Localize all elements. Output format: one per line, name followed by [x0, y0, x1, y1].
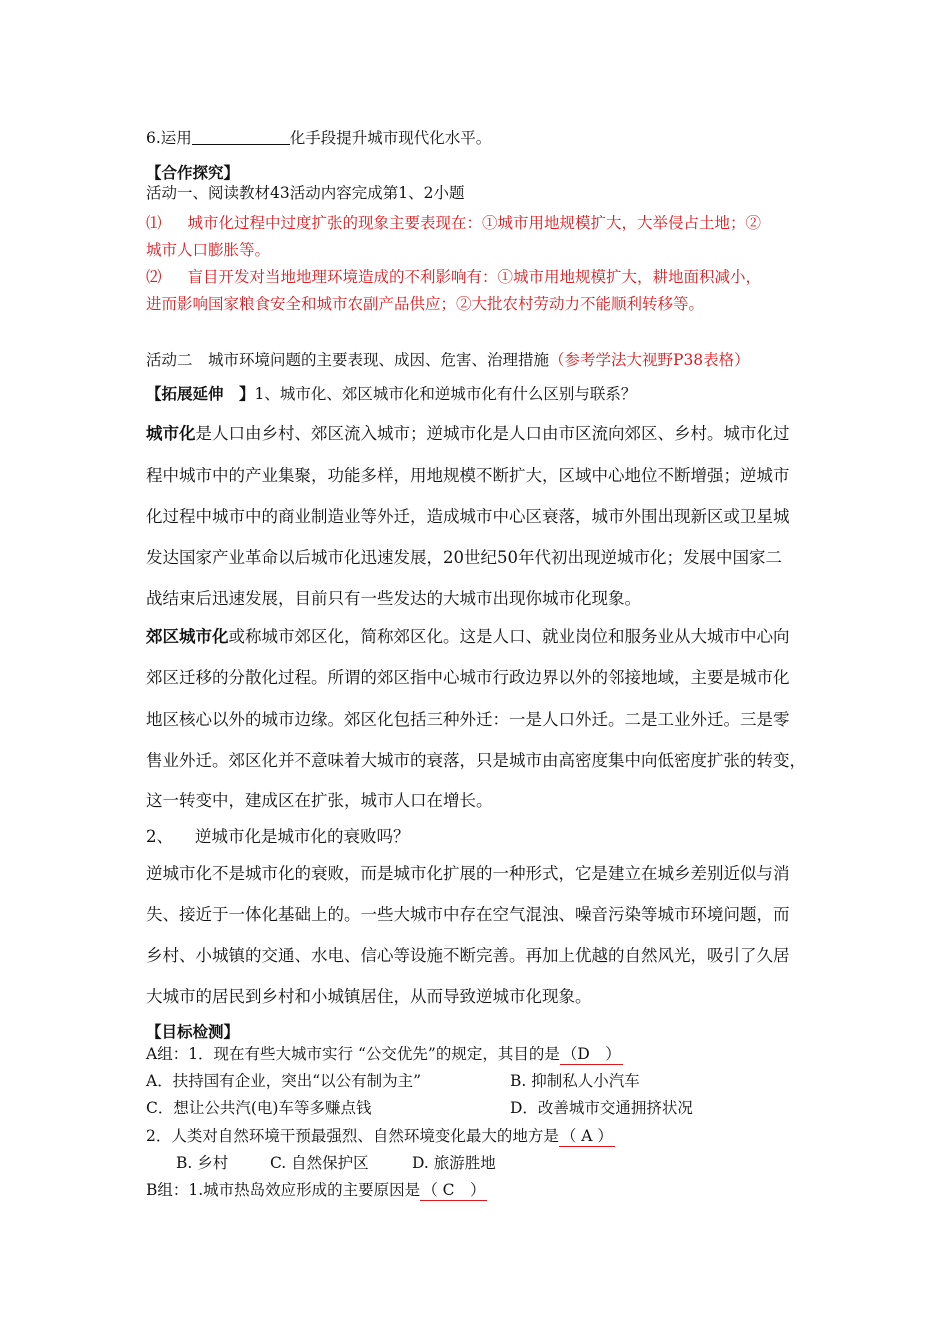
question-a1-option-b: B. 抑制私人小汽车 — [510, 1072, 640, 1090]
red-item-2-line2: 进而影响国家粮食安全和城市农副产品供应；②大批农村劳动力不能顺利转移等。 — [146, 295, 705, 313]
counter-urbanization-line1: 逆城市化不是城市化的衰败，而是城市化扩展的一种形式，它是建立在城乡差别近似与消 — [146, 864, 790, 883]
counter-urbanization-line2: 失、接近于一体化基础上的。一些大城市中存在空气混浊、噪音污染等城市环境问题，而 — [146, 905, 790, 924]
counter-urbanization-line3: 乡村、小城镇的交通、水电、信心等设施不断完善。再加上优越的自然风光，吸引了久居 — [146, 946, 790, 965]
red-item-1-line2: 城市人口膨胀等。 — [146, 241, 271, 259]
extension-question-1: 【拓展延伸 】1、城市化、郊区城市化和逆城市化有什么区别与联系？ — [146, 384, 637, 403]
red-item-1-line1: ⑴ 城市化过程中过度扩张的现象主要表现在：①城市用地规模扩大，大举侵占土地；② — [146, 214, 762, 232]
answer-a1: （D ） — [561, 1045, 621, 1063]
question-a2-option-d: D. 旅游胜地 — [412, 1154, 496, 1172]
question-a1-option-d: D．改善城市交通拥挤状况 — [510, 1099, 693, 1117]
question-a2-option-b: B. 乡村 — [176, 1154, 229, 1172]
question-b1: B组：1.城市热岛效应形成的主要原因是 （ C ） — [146, 1181, 486, 1199]
answer-b1: （ C ） — [422, 1181, 486, 1199]
urbanization-line3: 化过程中城市中的商业制造业等外迁，造成城市中心区衰落，城市外围出现新区或卫星城 — [146, 507, 790, 526]
red-item-2-line1: ⑵ 盲目开发对当地地理环境造成的不利影响有：①城市用地规模扩大，耕地面积减小， — [146, 268, 762, 286]
suburbanization-line2: 郊区迁移的分散化过程。所谓的郊区指中心城市行政边界以外的邻接地域，主要是城市化 — [146, 668, 790, 687]
urbanization-line1: 城市化是人口由乡村、郊区流入城市；逆城市化是人口由市区流向郊区、乡村。城市化过 — [146, 424, 790, 443]
suburbanization-line3: 地区核心以外的城市边缘。郊区化包括三种外迁：一是人口外迁。二是工业外迁。三是零 — [146, 710, 790, 729]
suburbanization-line4: 售业外迁。郊区化并不意味着大城市的衰落，只是城市由高密度集中向低密度扩张的转变， — [146, 751, 806, 770]
suburbanization-line5: 这一转变中，建成区在扩张，城市人口在增长。 — [146, 791, 493, 810]
answer-a2: （ A ） — [560, 1127, 613, 1145]
section-target-test: 【目标检测】 — [146, 1022, 240, 1041]
counter-urbanization-line4: 大城市的居民到乡村和小城镇居住，从而导致逆城市化现象。 — [146, 987, 592, 1006]
question-6: 6.运用 化手段提升城市现代化水平。 — [146, 129, 492, 147]
question-a1-option-a: A．扶持国有企业，突出“以公有制为主” — [146, 1072, 422, 1090]
section-cooperative-inquiry: 【合作探究】 — [146, 163, 240, 182]
suburbanization-line1: 郊区城市化或称城市郊区化，简称郊区化。这是人口、就业岗位和服务业从大城市中心向 — [146, 627, 790, 646]
extension-question-2: 2、 逆城市化是城市化的衰败吗？ — [146, 827, 410, 846]
activity-2: 活动二 城市环境问题的主要表现、成因、危害、治理措施（参考学法大视野P38表格） — [146, 351, 750, 369]
question-a2: 2．人类对自然环境干预最强烈、自然环境变化最大的地方是 （ A ） — [146, 1127, 613, 1145]
urbanization-line5: 战结束后迅速发展，目前只有一些发达的大城市出现你城市化现象。 — [146, 589, 641, 608]
question-a2-option-c: C. 自然保护区 — [270, 1154, 369, 1172]
fill-blank[interactable] — [192, 128, 290, 145]
urbanization-line2: 程中城市中的产业集聚，功能多样，用地规模不断扩大，区域中心地位不断增强；逆城市 — [146, 466, 790, 485]
question-a1-option-c: C．想让公共汽(电)车等多赚点钱 — [146, 1099, 372, 1117]
activity-1: 活动一、阅读教材43活动内容完成第1、2小题 — [146, 184, 465, 202]
question-a1: A组：1．现在有些大城市实行 “公交优先”的规定，其目的是 （D ） — [146, 1045, 621, 1063]
urbanization-line4: 发达国家产业革命以后城市化迅速发展，20世纪50年代初出现逆城市化；发展中国家二 — [146, 548, 782, 567]
